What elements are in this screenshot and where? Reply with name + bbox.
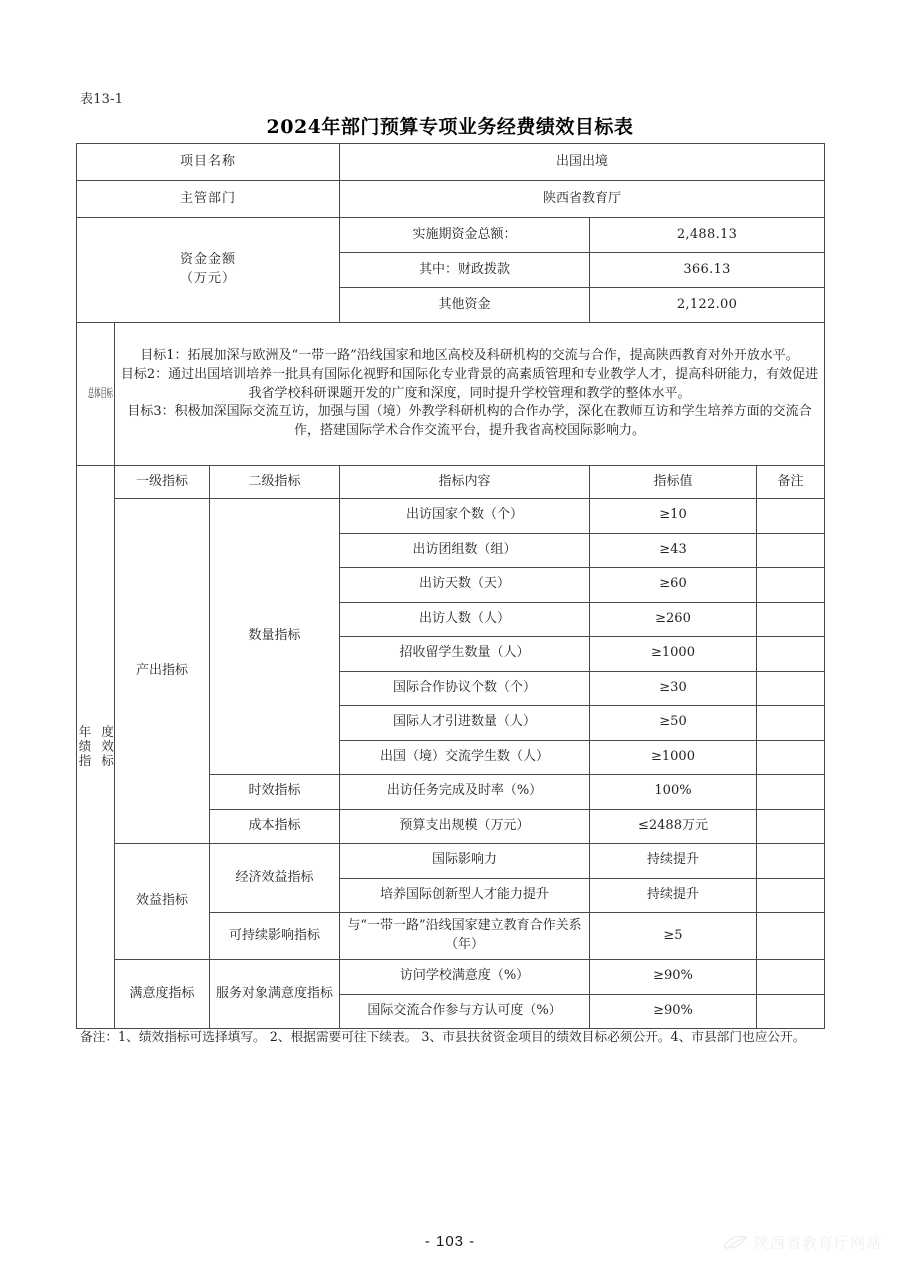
indicator-content: 出国（境）交流学生数（人） [340,740,590,775]
indicator-remark [757,740,825,775]
fund-item-amount: 2,122.00 [590,288,825,323]
indicator-remark [757,602,825,637]
table-row [77,499,825,534]
indicator-value: ≥90% [590,994,757,1029]
level2-group-timeliness: 时效指标 [210,775,340,810]
indicator-remark [757,878,825,913]
indicator-content: 培养国际创新型人才能力提升 [340,878,590,913]
overall-goal-item: 目标1：拓展加深与欧洲及“一带一路”沿线国家和地区高校及科研机构的交流与合作，提高陕西教育对外开放水平。 [140,347,799,363]
indicator-value: ≥60 [590,568,757,603]
indicator-value: ≥43 [590,533,757,568]
fund-item-label: 其他资金 [340,288,590,323]
page-title: 2024年部门预算专项业务经费绩效目标表 [266,116,634,138]
indicator-value: ≤2488万元 [590,809,757,844]
page-number: - 103 - [424,1233,476,1250]
indicator-content: 招收留学生数量（人） [340,637,590,672]
level1-group-output: 产出指标 [115,499,210,844]
fund-item-label: 其中：财政拨款 [340,253,590,288]
indicator-content: 出访人数（人） [340,602,590,637]
indicator-value: ≥1000 [590,637,757,672]
indicator-value: ≥260 [590,602,757,637]
indicator-content: 出访任务完成及时率（%） [340,775,590,810]
performance-goal-table [76,143,824,1029]
table-row-indicator-header [77,466,825,499]
indicator-remark [757,533,825,568]
header-level1: 一级指标 [115,466,210,499]
header-remark: 备注 [757,466,825,499]
indicator-remark [757,844,825,879]
indicator-remark [757,960,825,995]
project-name-value: 出国出境 [340,144,825,181]
indicator-value: 100% [590,775,757,810]
department-label: 主管部门 [77,181,340,218]
annual-performance-side-label [77,466,115,1029]
indicator-content: 国际影响力 [340,844,590,879]
overall-goal-item: 目标3：积极加深国际交流互访，加强与国（境）外教学科研机构的合作办学，深化在教师互访和学生培养方面的交流合作，搭建国际学术合作交流平台，提升我省高校国际影响力。 [127,404,812,439]
indicator-content: 国际交流合作参与方认可度（%） [340,994,590,1029]
indicator-value: ≥5 [590,913,757,960]
level2-group-quantity: 数量指标 [210,499,340,775]
indicator-value: ≥10 [590,499,757,534]
indicator-value: ≥30 [590,671,757,706]
header-value: 指标值 [590,466,757,499]
fund-amount-label-line1: 资金金额 [179,252,236,268]
level1-group-satisfaction: 满意度指标 [115,960,210,1029]
indicator-content: 出访团组数（组） [340,533,590,568]
fund-amount-label [77,218,340,323]
table-row-fund-total [77,218,825,253]
level2-group-economic: 经济效益指标 [210,844,340,913]
indicator-remark [757,499,825,534]
level2-group-sustainable: 可持续影响指标 [210,913,340,960]
indicator-content: 预算支出规模（万元） [340,809,590,844]
level2-group-service-satisfaction: 服务对象满意度指标 [210,960,340,1029]
side-label-col1: 年绩指 [77,725,92,769]
fund-amount-label-line2: （万元） [179,271,236,286]
indicator-value: 持续提升 [590,844,757,879]
indicator-remark [757,706,825,741]
indicator-remark [757,568,825,603]
table-row [77,844,825,879]
table-row [77,960,825,995]
project-name-label: 项目名称 [77,144,340,181]
sheet-label: 表13-1 [80,92,124,107]
level2-group-cost: 成本指标 [210,809,340,844]
table-row-project-name [77,144,825,181]
indicator-content: 出访天数（天） [340,568,590,603]
fund-item-amount: 366.13 [590,253,825,288]
indicator-content: 国际人才引进数量（人） [340,706,590,741]
indicator-value: ≥90% [590,960,757,995]
fund-item-amount: 2,488.13 [590,218,825,253]
indicator-content: 访问学校满意度（%） [340,960,590,995]
table-row-overall-goal [77,323,825,466]
indicator-content: 出访国家个数（个） [340,499,590,534]
indicator-remark [757,637,825,672]
indicator-remark [757,671,825,706]
footnote: 备注：1、绩效指标可选择填写。 2、根据需要可往下续表。 3、市县扶贫资金项目的绩效目标必须公开。4、市县部门也应公开。 [80,1029,806,1044]
table-row-department [77,181,825,218]
overall-goal-label: 总体目标 [77,323,115,466]
side-label-col2: 度效标 [99,725,115,769]
fund-item-label: 实施期资金总额： [340,218,590,253]
indicator-value: ≥1000 [590,740,757,775]
indicator-value: ≥50 [590,706,757,741]
indicator-value: 持续提升 [590,878,757,913]
header-content: 指标内容 [340,466,590,499]
department-value: 陕西省教育厅 [340,181,825,218]
indicator-remark [757,775,825,810]
watermark-text: 陕西省教育厅网站 [753,1234,882,1252]
indicator-remark [757,913,825,960]
header-level2: 二级指标 [210,466,340,499]
indicator-content: 国际合作协议个数（个） [340,671,590,706]
indicator-content: 与“一带一路”沿线国家建立教育合作关系（年） [340,913,590,960]
indicator-remark [757,809,825,844]
overall-goal-item: 目标2：通过出国培训培养一批具有国际化视野和国际化专业背景的高素质管理和专业教学人才，提高科研能力，有效促进我省学校科研课题开发的广度和深度，同时提升学校管理和教学的整体水平。 [120,366,819,401]
indicator-remark [757,994,825,1029]
overall-goal-content [115,323,825,466]
level1-group-benefit: 效益指标 [115,844,210,960]
